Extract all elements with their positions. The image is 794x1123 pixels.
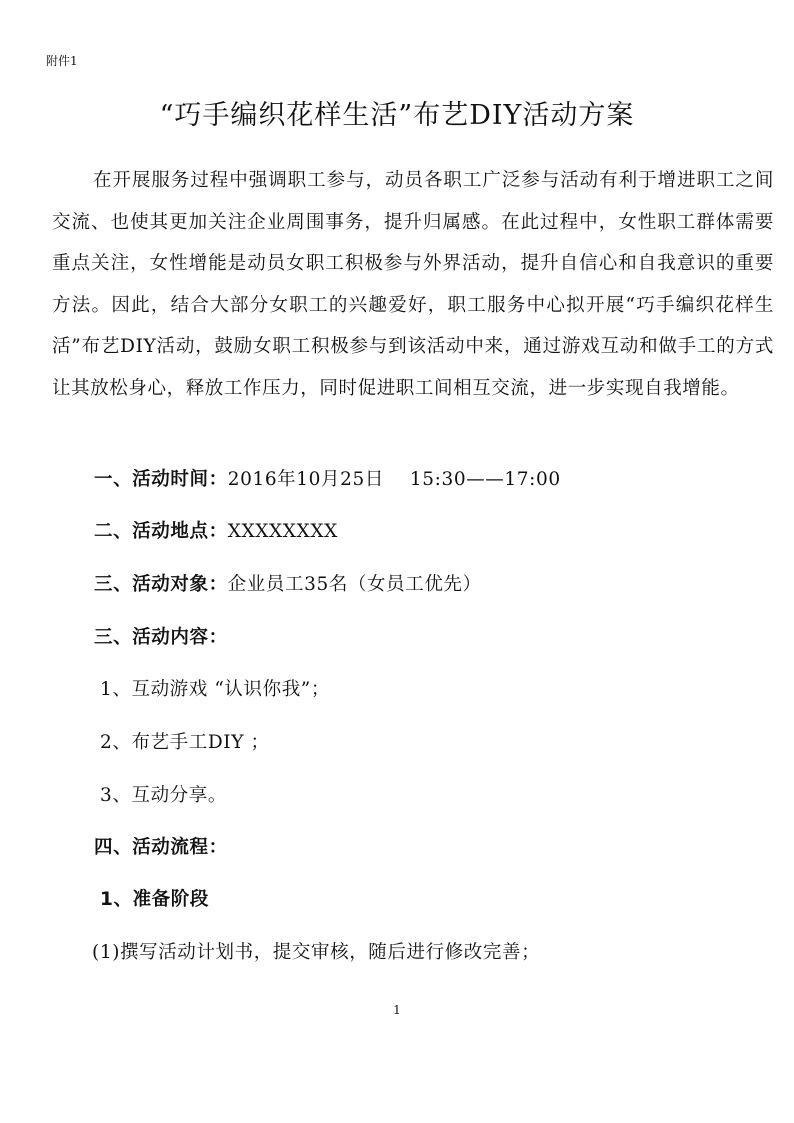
content-item: 3、互动分享。 (100, 785, 227, 806)
section-content-heading: 三、活动内容： (94, 627, 228, 648)
section-place-label: 二、活动地点： (94, 521, 228, 542)
section-time (94, 465, 561, 491)
attachment-label: 附件1 (46, 54, 78, 68)
page-number: 1 (393, 1003, 401, 1017)
section-target-value: 企业员工35名（女员工优先） (227, 574, 482, 595)
section-target-label: 三、活动对象： (94, 574, 228, 595)
stage-heading: 1、准备阶段 (100, 889, 209, 910)
section-place (94, 517, 338, 543)
document-title: “巧手编织花样生活”布艺DIY活动方案 (159, 100, 635, 131)
content-item: 1、互动游戏 “认识你我”； (100, 679, 330, 700)
section-flow-heading: 四、活动流程： (94, 837, 228, 858)
section-target (94, 570, 482, 596)
section-place-value: XXXXXXXX (227, 521, 338, 542)
content-item: 2、布艺手工DIY ； (100, 732, 270, 753)
section-time-value: 2016年10月25日 15:30——17:00 (227, 469, 561, 490)
section-time-label: 一、活动时间： (94, 469, 228, 490)
intro-paragraph: 在开展服务过程中强调职工参与，动员各职工广泛参与活动有利于增进职工之间交流、也使其更加关注企业周围事务，提升归属感。在此过程中，女性职工群体需要重点关注，女性增能是动员女职工积极参与外界活动，提升自信心和自我意识的重要方法。因此，结合大部分女职工的兴趣爱好，职工服务中心拟开展“巧手编织花样生活”布艺DIY活动，鼓励女职工积极参与到该活动中来，通过游戏互动和做手工的方式让其放松身心，释放工作压力，同时促进职工间相互交流，进一步实现自我增能。 (52, 170, 774, 399)
step-item: (1)撰写活动计划书，提交审核，随后进行修改完善； (92, 942, 541, 963)
